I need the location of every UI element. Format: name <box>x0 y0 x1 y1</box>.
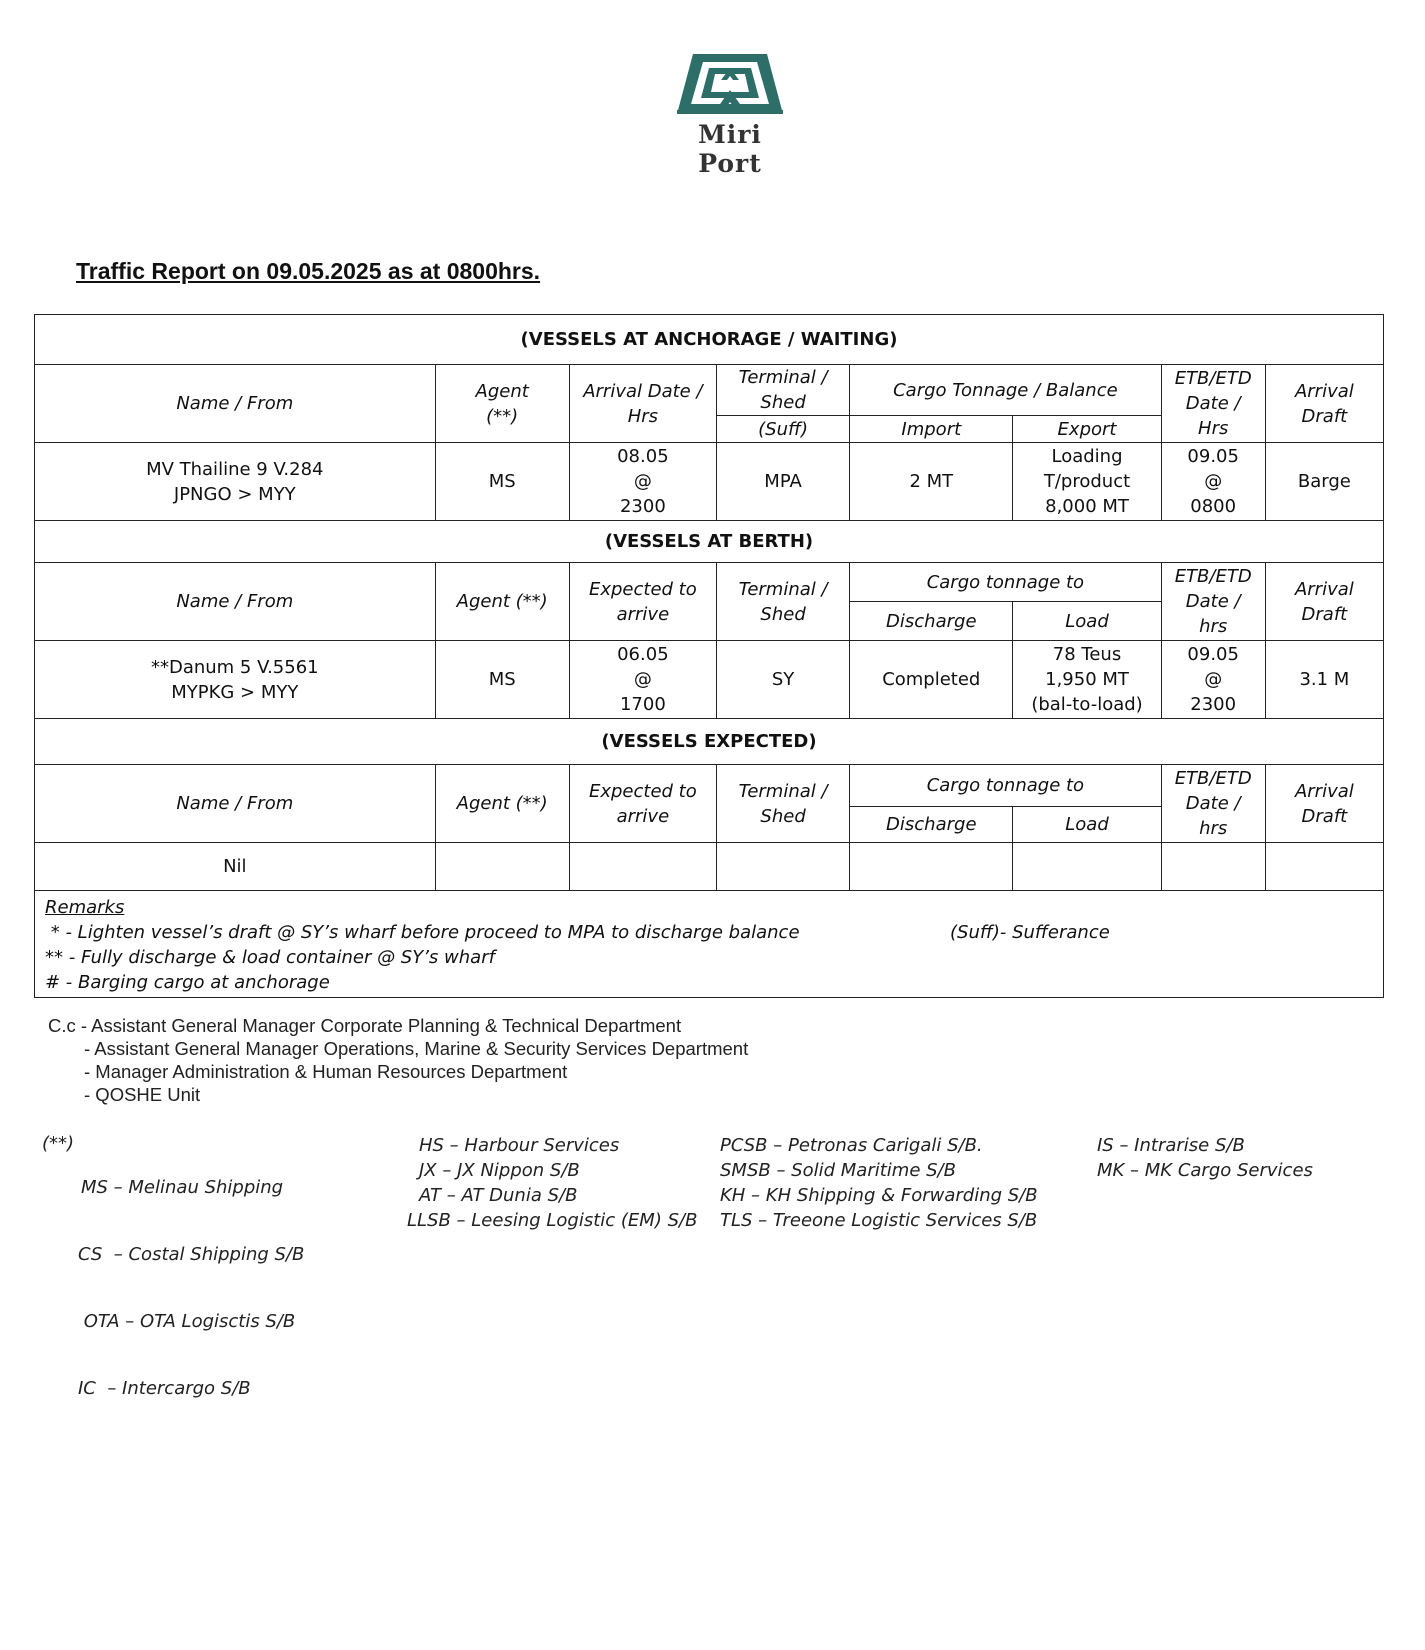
header-terminal-suff: (Suff) <box>716 416 849 443</box>
table-row <box>35 843 1384 891</box>
legend-entry: OTA – OTA Logisctis S/B <box>78 1311 296 1332</box>
header-expected-arrive: Expected to arrive <box>569 765 716 843</box>
legend-entry: KH – KH Shipping & Forwarding S/B <box>720 1185 1038 1206</box>
vessel-name: Nil <box>35 843 436 891</box>
header-cargo-tonnage-balance: Cargo Tonnage / Balance <box>850 365 1161 416</box>
legend-entry: SMSB – Solid Maritime S/B <box>720 1160 956 1181</box>
header-agent: Agent (**) <box>435 563 569 641</box>
header-name-from: Name / From <box>35 563 436 641</box>
legend-entry: IS – Intrarise S/B <box>1097 1135 1245 1156</box>
header-terminal-shed: Terminal / Shed <box>716 563 849 641</box>
legend-entry: MK – MK Cargo Services <box>1097 1160 1313 1181</box>
vessel-agent: MS <box>435 641 569 719</box>
logo-text: Miri Port <box>698 120 762 178</box>
vessel-terminal: MPA <box>716 443 849 521</box>
table-row <box>35 641 1384 719</box>
header-agent: Agent (**) <box>435 765 569 843</box>
header-name-from: Name / From <box>35 365 436 443</box>
legend-column-4 <box>1097 1133 1313 1183</box>
vessel-terminal: SY <box>716 641 849 719</box>
vessel-load: 78 Teus 1,950 MT (bal-to-load) <box>1013 641 1161 719</box>
vessel-etb: 09.05 @ 2300 <box>1161 641 1265 719</box>
legend-column-2 <box>407 1133 697 1233</box>
legend-column-3 <box>720 1133 1038 1233</box>
vessel-draft: 3.1 M <box>1265 641 1383 719</box>
miri-port-emblem-icon <box>675 52 785 118</box>
legend-entry: IC – Intercargo S/B <box>78 1378 251 1399</box>
cc-line: C.c - Assistant General Manager Corporate Planning & Technical Department <box>48 1015 682 1036</box>
vessel-agent: MS <box>435 443 569 521</box>
remarks-title: Remarks <box>45 897 125 918</box>
header-load: Load <box>1013 807 1161 843</box>
table-row <box>35 443 1384 521</box>
sufferance-note: (Suff)- Sufferance <box>950 922 1110 943</box>
header-arrival-date: Arrival Date / Hrs <box>569 365 716 443</box>
remark-line: ** - Fully discharge & load container @ SY’s wharf <box>45 947 495 968</box>
section-anchorage-title: (VESSELS AT ANCHORAGE / WAITING) <box>35 315 1384 365</box>
header-etb-etd: ETB/ETD Date / hrs <box>1161 765 1265 843</box>
remark-line: * - Lighten vessel’s draft @ SY’s wharf before proceed to MPA to discharge balance <box>45 922 800 943</box>
cc-line: - Manager Administration & Human Resources Department <box>84 1061 568 1082</box>
cc-list <box>48 1014 748 1106</box>
header-arrival-draft: Arrival Draft <box>1265 563 1383 641</box>
legend-entry: AT – AT Dunia S/B <box>419 1185 578 1206</box>
legend-entry: CS – Costal Shipping S/B <box>78 1244 305 1265</box>
miri-port-logo <box>665 52 795 178</box>
section-berth-title: (VESSELS AT BERTH) <box>35 521 1384 563</box>
header-arrival-draft: Arrival Draft <box>1265 365 1383 443</box>
vessel-discharge: Completed <box>850 641 1013 719</box>
header-agent: Agent (**) <box>435 365 569 443</box>
header-cargo-tonnage-to: Cargo tonnage to <box>850 563 1161 602</box>
legend-entry: JX – JX Nippon S/B <box>419 1160 580 1181</box>
header-arrival-draft: Arrival Draft <box>1265 765 1383 843</box>
report-title: Traffic Report on 09.05.2025 as at 0800hrs. <box>76 258 541 284</box>
header-terminal-shed: Terminal / Shed <box>716 765 849 843</box>
vessel-export: Loading T/product 8,000 MT <box>1013 443 1161 521</box>
header-terminal-shed: Terminal / Shed <box>716 365 849 416</box>
header-cargo-tonnage-to: Cargo tonnage to <box>850 765 1161 807</box>
header-discharge: Discharge <box>850 602 1013 641</box>
header-discharge: Discharge <box>850 807 1013 843</box>
vessel-name: MV Thailine 9 V.284 JPNGO > MYY <box>35 443 436 521</box>
vessel-import: 2 MT <box>850 443 1013 521</box>
legend-column-1 <box>78 1133 304 1443</box>
vessel-name: **Danum 5 V.5561 MYPKG > MYY <box>35 641 436 719</box>
vessel-expected: 06.05 @ 1700 <box>569 641 716 719</box>
legend-entry: MS – Melinau Shipping <box>81 1177 284 1198</box>
header-import: Import <box>850 416 1013 443</box>
header-name-from: Name / From <box>35 765 436 843</box>
legend-entry: TLS – Treeone Logistic Services S/B <box>720 1210 1038 1231</box>
remarks-box <box>35 891 1384 998</box>
vessel-etb: 09.05 @ 0800 <box>1161 443 1265 521</box>
header-export: Export <box>1013 416 1161 443</box>
traffic-report-table <box>34 314 1384 998</box>
section-expected-title: (VESSELS EXPECTED) <box>35 719 1384 765</box>
vessel-arrival: 08.05 @ 2300 <box>569 443 716 521</box>
legend-entry: PCSB – Petronas Carigali S/B. <box>720 1135 983 1156</box>
remark-line: # - Barging cargo at anchorage <box>45 972 330 993</box>
header-etb-etd: ETB/ETD Date / Hrs <box>1161 365 1265 443</box>
header-load: Load <box>1013 602 1161 641</box>
legend-marker: (**) <box>42 1133 75 1154</box>
header-etb-etd: ETB/ETD Date / hrs <box>1161 563 1265 641</box>
header-expected-arrive: Expected to arrive <box>569 563 716 641</box>
cc-line: - Assistant General Manager Operations, Marine & Security Services Department <box>84 1038 749 1059</box>
legend-entry: LLSB – Leesing Logistic (EM) S/B <box>407 1210 698 1231</box>
cc-line: - QOSHE Unit <box>84 1084 201 1105</box>
vessel-draft: Barge <box>1265 443 1383 521</box>
legend-entry: HS – Harbour Services <box>419 1135 620 1156</box>
